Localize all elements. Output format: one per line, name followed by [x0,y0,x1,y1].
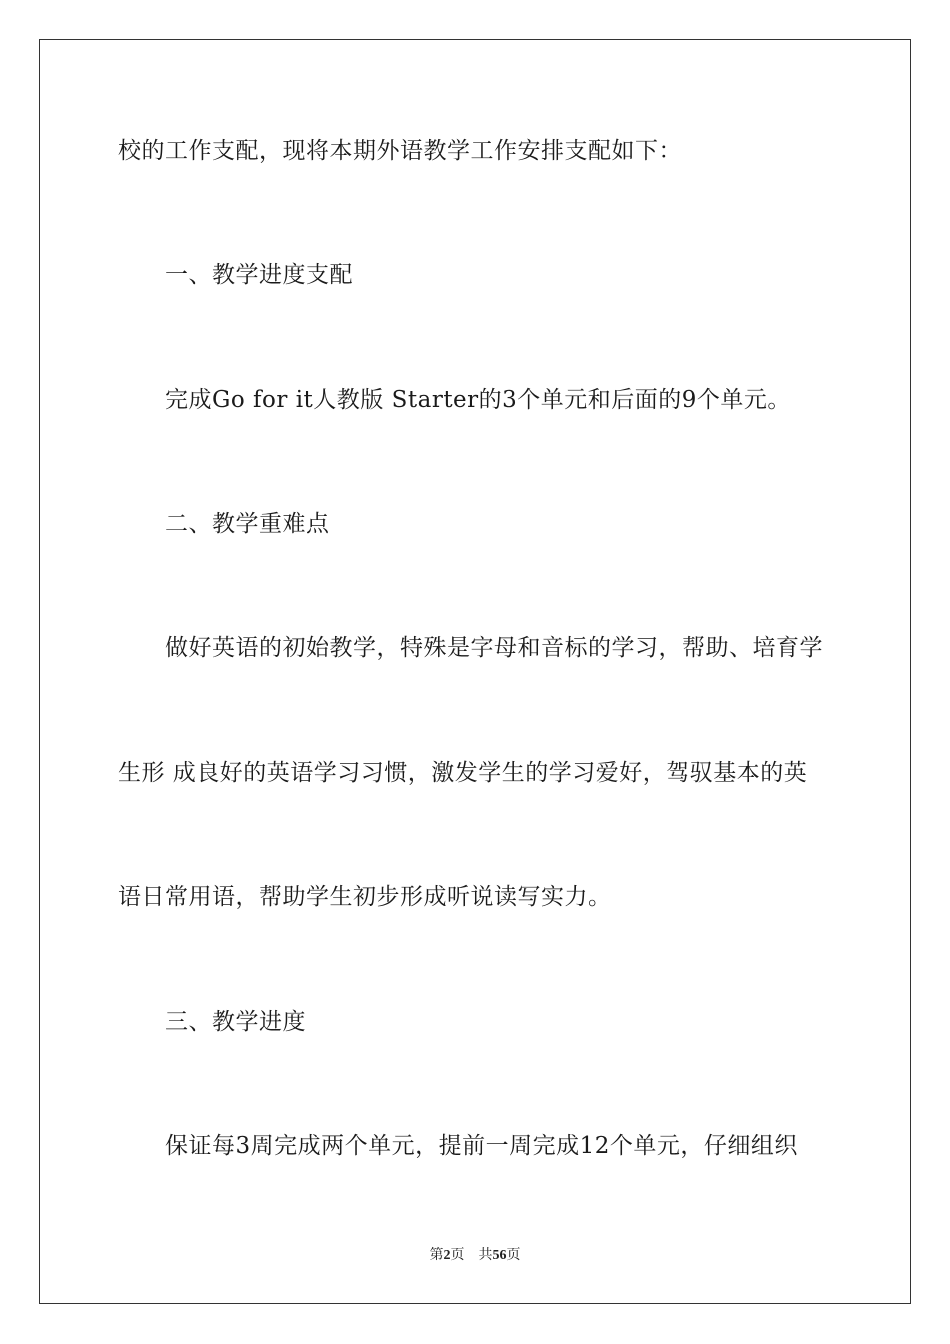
body-text-line: 生形 成良好的英语学习习惯，激发学生的学习爱好，驾驭基本的英 [118,760,808,786]
page-prefix: 第 [429,1248,444,1263]
total-suffix: 页 [506,1248,521,1263]
section-heading-progress-plan: 一、教学进度支配 [165,262,353,288]
page-footer [0,1247,950,1265]
body-text-line: 做好英语的初始教学，特殊是字母和音标的学习，帮助、培育学 [165,635,823,661]
body-text-line: 完成Go for it人教版 Starter的3个单元和后面的9个单元。 [165,387,791,413]
page-border [39,39,911,1304]
total-prefix: 共 [478,1248,493,1263]
total-pages: 56 [492,1248,507,1263]
body-text-line: 语日常用语，帮助学生初步形成听说读写实力。 [118,884,612,910]
page-number: 2 [443,1248,451,1263]
body-text-line: 校的工作支配，现将本期外语教学工作安排支配如下： [118,138,682,164]
section-heading-key-points: 二、教学重难点 [165,511,330,537]
section-heading-progress: 三、教学进度 [165,1009,306,1035]
body-text-line: 保证每3周完成两个单元，提前一周完成12个单元，仔细组织 [165,1133,798,1159]
page-suffix: 页 [450,1248,465,1263]
